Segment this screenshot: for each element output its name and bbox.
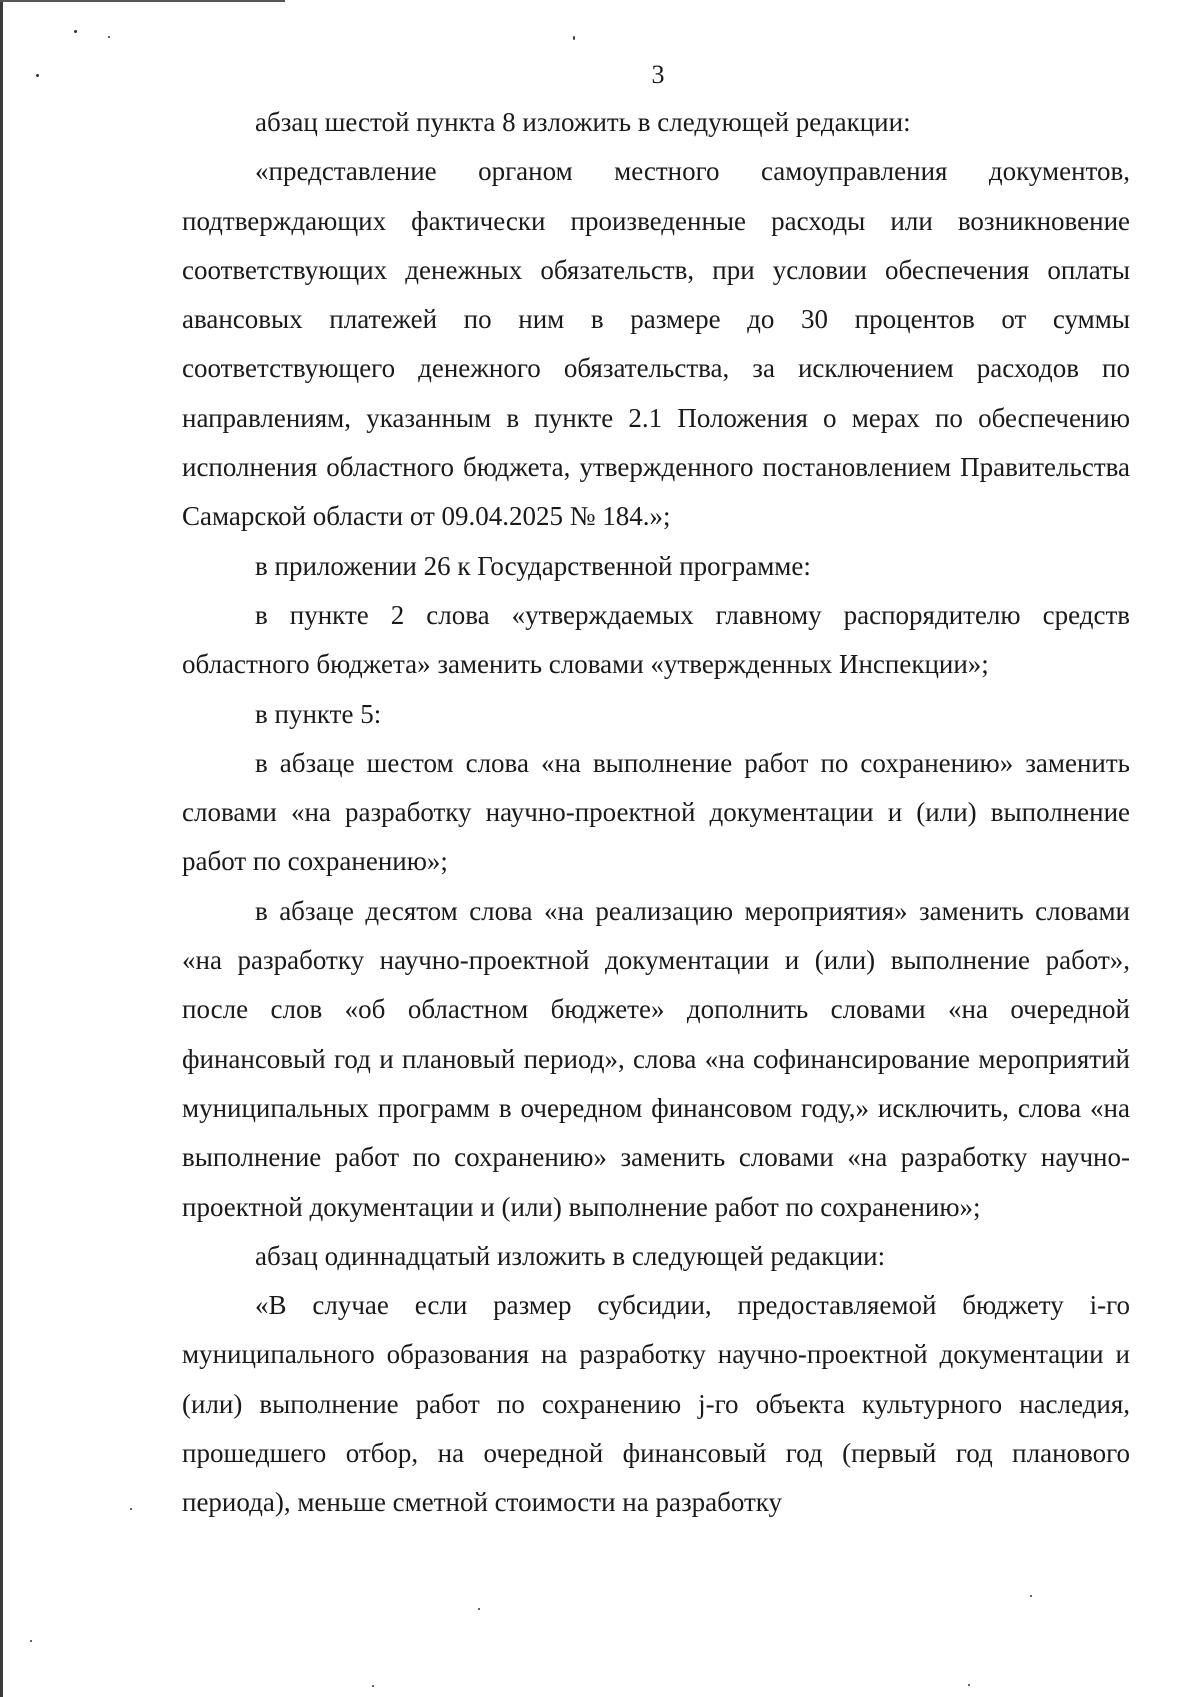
paragraph: в пункте 5:	[255, 698, 382, 729]
paragraph: в пункте 2 слова «утверждаемых главному распорядителю средств областного бюджета» заменить словами «утвержденных Инспекции»;	[182, 599, 1130, 680]
paragraph: в приложении 26 к Государственной программе:	[255, 550, 811, 581]
scan-speck	[108, 36, 110, 38]
scan-edge-top	[0, 0, 285, 2]
paragraph: абзац шестой пункта 8 изложить в следующей редакции:	[255, 107, 911, 137]
paragraph: «представление органом местного самоуправления документов, подтверждающих фактически произведенные расходы или возникновение соответствующих денежных обязательств, при условии обеспечения оплаты авансовых платежей по ним в размере до 30 процентов от суммы соответствующего денежного обязательства, за исключением расходов по направлениям, указанным в пункте 2.1 Положения о мерах по обеспечению исполнения областного бюджета, утвержденного постановлением Правительства Самарской области от 09.04.2025 № 184.»;	[182, 156, 1130, 532]
scan-speck	[372, 1685, 374, 1687]
scan-speck	[130, 1508, 132, 1510]
paragraph: в абзаце десятом слова «на реализацию мероприятия» заменить словами «на разработку научно-проектной документации и (или) выполнение работ», после слов «об областном бюджете» дополнить словами «на очередной финансовый год и плановый период», слова «на софинансирование мероприятий муниципальных программ в очередном финансовом году,» исключить, слова «на выполнение работ по сохранению» заменить словами «на разработку научно-проектной документации и (или) выполнение работ по сохранению»;	[182, 895, 1130, 1222]
paragraph: в абзаце шестом слова «на выполнение работ по сохранению» заменить словами «на разработку научно-проектной документации и (или) выполнение работ по сохранению»;	[182, 747, 1130, 877]
scan-speck	[74, 30, 77, 33]
scan-speck	[968, 1684, 970, 1686]
scan-speck	[30, 1640, 32, 1642]
scan-edge-left	[0, 0, 3, 1697]
scan-speck	[1030, 1595, 1032, 1597]
scan-speck	[573, 36, 575, 40]
paragraph: абзац одиннадцатый изложить в следующей редакции:	[255, 1240, 886, 1271]
scan-speck	[478, 1608, 480, 1610]
page-number: 3	[651, 60, 665, 89]
paragraph: «В случае если размер субсидии, предоставляемой бюджету i-го муниципального образования на разработку научно-проектной документации и (или) выполнение работ по сохранению j-го объекта культурного наследия, прошедшего отбор, на очередной финансовый год (первый год планового периода), меньше сметной стоимости на разработку	[182, 1290, 1130, 1518]
document-body	[182, 98, 1130, 1528]
